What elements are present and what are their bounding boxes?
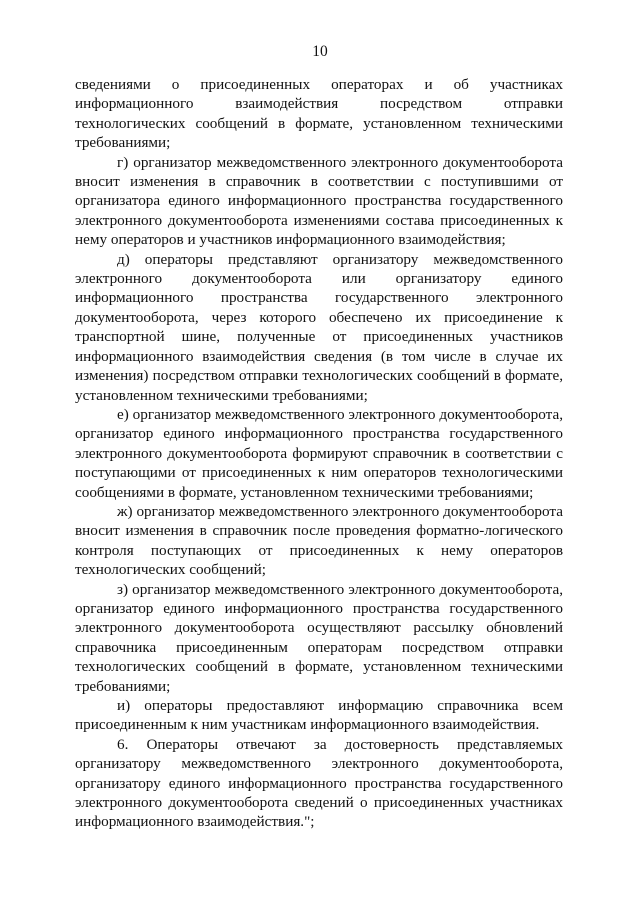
document-body — [75, 75, 563, 832]
paragraph-continuation: сведениями о присоединенных операторах и об участниках информационного взаимодействия посредством отправки технологических сообщений в формате, установленном техническими требованиями; — [75, 76, 563, 152]
paragraph-item-z: з) организатор межведомственного электронного документооборота, организатор единого информационного пространства государственного электронного документооборота осуществляют рассылку обновлений справочника присоединенным операторам посредством отправки технологических сообщений в формате, установленном техническими требованиями; — [75, 580, 563, 695]
paragraph-item-e: е) организатор межведомственного электронного документооборота, организатор единого информационного пространства государственного электронного документооборота формируют справочник в соответствии с поступающими от присоединенных к ним операторов технологическими сообщениями в формате, установленном техническими требованиями; — [75, 405, 563, 501]
paragraph-item-zh: ж) организатор межведомственного электронного документооборота вносит изменения в справочник после проведения форматно-логического контроля поступающих от присоединенных к нему операторов технологических сообщений; — [75, 502, 563, 579]
paragraph-item-g: г) организатор межведомственного электронного документооборота вносит изменения в справочник в соответствии с поступившими от организатора единого информационного пространства государственного электронного документооборота изменениями состава присоединенных к нему операторов и участников информационного взаимодействия; — [75, 153, 563, 249]
paragraph-item-i: и) операторы предоставляют информацию справочника всем присоединенным к ним участникам информационного взаимодействия. — [75, 697, 563, 734]
page-number: 10 — [312, 43, 328, 60]
paragraph-section-6: 6. Операторы отвечают за достоверность представляемых организатору межведомственного электронного документооборота, организатору единого информационного пространства государственного электронного документооборота сведений о присоединенных участниках информационного взаимодействия."; — [75, 735, 563, 831]
paragraph-item-d: д) операторы представляют организатору межведомственного электронного документооборота или организатору единого информационного пространства государственного электронного документооборота, через которого обеспечено их присоединение к транспортной шине, полученные от присоединенных участников информационного взаимодействия сведения (в том числе в случае их изменения) посредством отправки технологических сообщений в формате, установленном техническими требованиями; — [75, 250, 563, 404]
